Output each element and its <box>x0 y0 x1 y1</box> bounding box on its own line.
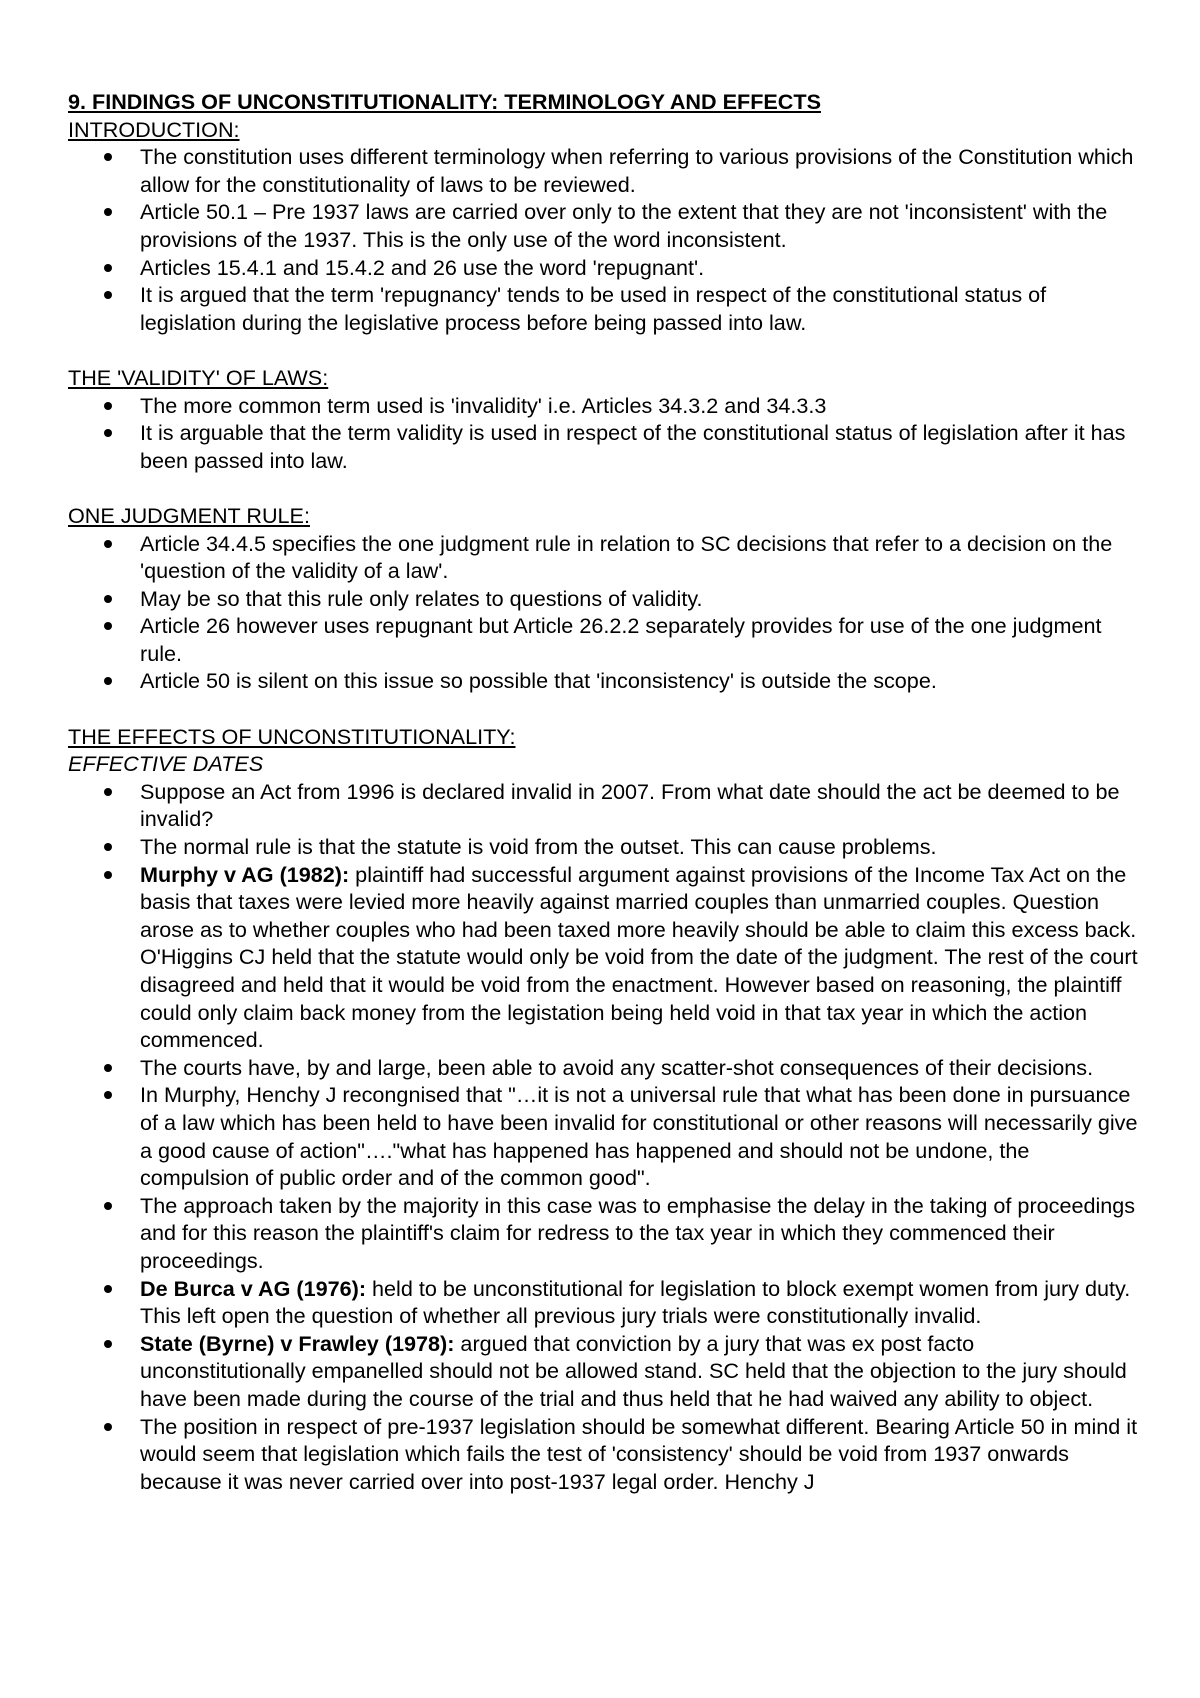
list-item-text: The position in respect of pre-1937 legislation should be somewhat different. Bearing Article 50 in mind it would seem that legislation which fails the test of 'consistency' should be void from 1937 onwards because it was never carried over into post-1937 legal order. Henchy J <box>140 1413 1138 1494</box>
bullet-icon <box>104 208 112 216</box>
section-one-judgment-rule <box>68 502 1140 695</box>
section-subheading: EFFECTIVE DATES <box>68 751 264 777</box>
bullet-list <box>68 778 1140 1495</box>
case-name: State (Byrne) v Frawley (1978): <box>140 1330 455 1356</box>
bullet-icon <box>104 1285 112 1293</box>
list-item-text: The courts have, by and large, been able to avoid any scatter-shot consequences of their decisions. <box>140 1054 1094 1080</box>
section-validity <box>68 364 1140 474</box>
section-heading: ONE JUDGMENT RULE: <box>68 502 310 528</box>
bullet-icon <box>104 429 112 437</box>
list-item-text: It is arguable that the term validity is used in respect of the constitutional status of legislation after it has been passed into law. <box>140 420 1126 473</box>
bullet-icon <box>104 788 112 796</box>
list-item <box>68 833 1140 861</box>
list-item <box>68 143 1140 198</box>
list-item <box>68 585 1140 613</box>
case-name: Murphy v AG (1982): <box>140 861 350 887</box>
list-item-text: held to be unconstitutional for legislation to block exempt women from jury duty. This left open the question of whether all previous jury trials were constitutionally invalid. <box>140 1275 1131 1329</box>
bullet-icon <box>104 1091 112 1099</box>
list-item-text: May be so that this rule only relates to questions of validity. <box>140 585 703 611</box>
list-item-text: Suppose an Act from 1996 is declared invalid in 2007. From what date should the act be deemed to be invalid? <box>140 778 1120 832</box>
list-item-text: The approach taken by the majority in this case was to emphasise the delay in the taking of proceedings and for this reason the plaintiff's claim for redress to the tax year in which they commenced their proceedings. <box>140 1192 1136 1273</box>
bullet-icon <box>104 595 112 603</box>
bullet-list <box>68 392 1140 475</box>
list-item <box>68 612 1140 667</box>
list-item <box>68 392 1140 420</box>
list-item-text: Article 34.4.5 specifies the one judgment rule in relation to SC decisions that refer to a decision on the 'question of the validity of a law'. <box>140 530 1113 584</box>
spacer <box>68 695 1140 723</box>
bullet-icon <box>104 153 112 161</box>
bullet-icon <box>104 1064 112 1072</box>
case-name: De Burca v AG (1976): <box>140 1275 367 1301</box>
bullet-icon <box>104 1340 112 1348</box>
bullet-list <box>68 143 1140 336</box>
list-item <box>68 778 1140 833</box>
list-item-text: In Murphy, Henchy J recongnised that "…it is not a universal rule that what has been done in pursuance of a law which has been held to have been invalid for constitutional or other reasons will necessarily give a good cause of action"…."what has happened has happened and should not be undone, the compulsion of public order and of the common good". <box>140 1082 1138 1191</box>
section-heading: THE 'VALIDITY' OF LAWS: <box>68 364 329 390</box>
spacer <box>68 474 1140 502</box>
list-item-text: plaintiff had successful argument against provisions of the Income Tax Act on the basis that taxes were levied more heavily against married couples than unmarried couples. Question arose as to whether couples who had been taxed more heavily should be able to claim this excess back. O'Higgins CJ held that the statute would only be void from the date of the judgment. The rest of the court disagreed and held that it would be void from the enactment. However based on reasoning, the plaintiff could only claim back money from the legistation being held void in that tax year in which the action commenced. <box>140 861 1138 1053</box>
list-item-text: Article 26 however uses repugnant but Article 26.2.2 separately provides for use of the one judgment rule. <box>140 613 1102 666</box>
bullet-icon <box>104 540 112 548</box>
bullet-icon <box>104 622 112 630</box>
list-item-text: The more common term used is 'invalidity' i.e. Articles 34.3.2 and 34.3.3 <box>140 392 827 418</box>
bullet-icon <box>104 291 112 299</box>
list-item <box>68 419 1140 474</box>
bullet-icon <box>104 402 112 410</box>
list-item <box>68 1054 1140 1082</box>
section-heading: INTRODUCTION: <box>68 116 240 142</box>
bullet-list <box>68 530 1140 696</box>
list-item-text: Article 50 is silent on this issue so possible that 'inconsistency' is outside the scope. <box>140 668 937 694</box>
list-item-text: The constitution uses different terminology when referring to various provisions of the Constitution which allow for the constitutionality of laws to be reviewed. <box>140 144 1134 197</box>
list-item <box>68 1275 1140 1330</box>
section-effects <box>68 723 1140 1496</box>
spacer <box>68 336 1140 364</box>
page-title: 9. FINDINGS OF UNCONSTITUTIONALITY: TERMINOLOGY AND EFFECTS <box>68 89 821 114</box>
bullet-icon <box>104 677 112 685</box>
list-item-text: The normal rule is that the statute is void from the outset. This can cause problems. <box>140 834 937 860</box>
list-item-text: Article 50.1 – Pre 1937 laws are carried over only to the extent that they are not 'inconsistent' with the provisions of the 1937. This is the only use of the word inconsistent. <box>140 199 1108 252</box>
list-item <box>68 198 1140 253</box>
list-item <box>68 1330 1140 1413</box>
list-item <box>68 1081 1140 1191</box>
list-item-text: argued that conviction by a jury that was ex post facto unconstitutionally empanelled should not be allowed stand. SC held that the objection to the jury should have been made during the course of the trial and thus held that he had waived any ability to object. <box>140 1330 1127 1411</box>
bullet-icon <box>104 1423 112 1431</box>
bullet-icon <box>104 1202 112 1210</box>
list-item-text: Articles 15.4.1 and 15.4.2 and 26 use the word 'repugnant'. <box>140 254 705 280</box>
list-item <box>68 1192 1140 1275</box>
list-item <box>68 667 1140 695</box>
list-item <box>68 1413 1140 1496</box>
bullet-icon <box>104 871 112 879</box>
list-item <box>68 530 1140 585</box>
bullet-icon <box>104 843 112 851</box>
list-item <box>68 254 1140 282</box>
list-item-text: It is argued that the term 'repugnancy' tends to be used in respect of the constitutional status of legislation during the legislative process before being passed into law. <box>140 282 1047 335</box>
section-heading: THE EFFECTS OF UNCONSTITUTIONALITY: <box>68 723 516 749</box>
list-item <box>68 861 1140 1054</box>
list-item <box>68 281 1140 336</box>
bullet-icon <box>104 264 112 272</box>
section-introduction <box>68 116 1140 337</box>
